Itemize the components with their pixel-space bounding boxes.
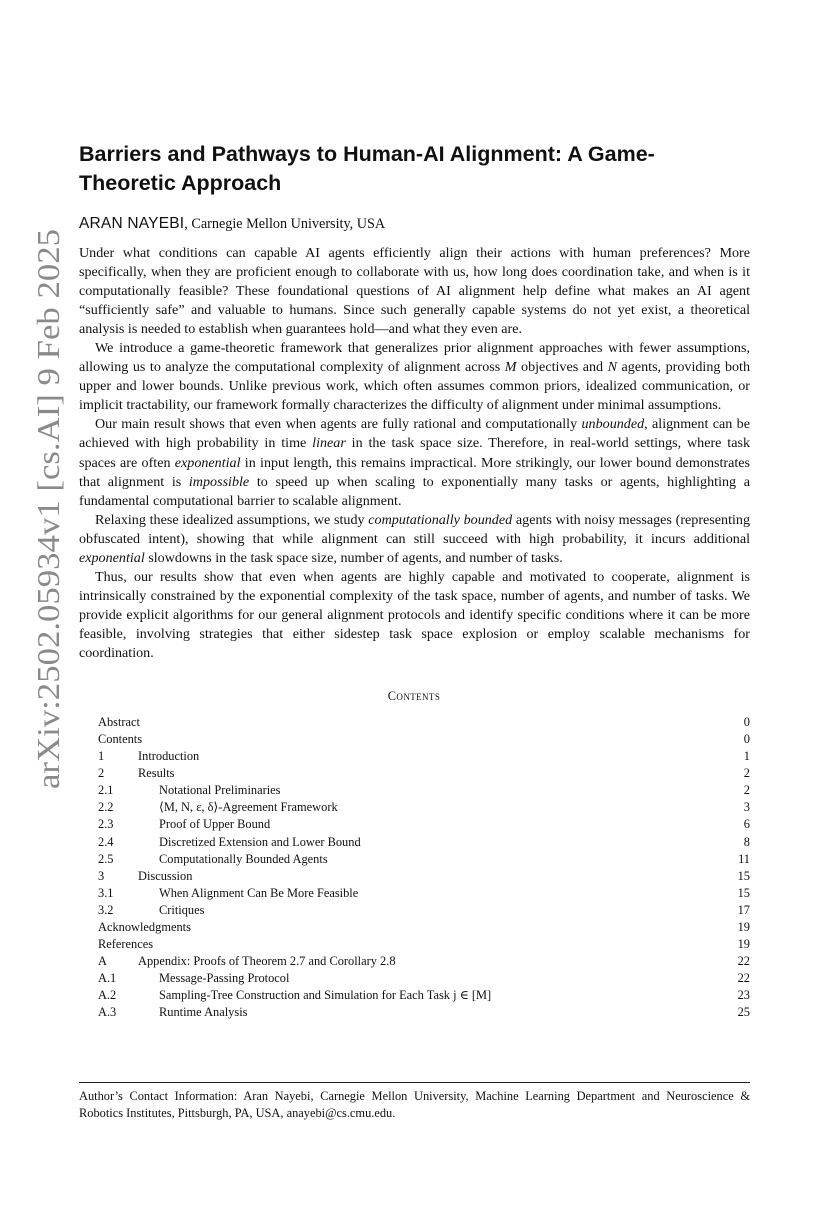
toc-entry-page: 11 — [738, 851, 750, 866]
abstract-text: Our main result shows that even when agents are fully rational and computationally — [95, 416, 582, 433]
toc-entry-page: 22 — [737, 971, 750, 986]
toc-entry-page: 19 — [737, 919, 750, 934]
toc-entry-page: 2 — [743, 766, 750, 781]
toc-entry[interactable] — [98, 731, 750, 748]
table-of-contents — [98, 714, 750, 1021]
toc-entry-title: Proof of Upper Bound — [159, 817, 271, 832]
abstract-emphasis: linear — [312, 435, 346, 452]
abstract-emphasis: M — [504, 359, 517, 376]
toc-heading: Contents — [387, 689, 441, 703]
toc-entry-title: Computationally Bounded Agents — [159, 851, 328, 866]
abstract-emphasis: unbounded — [581, 416, 645, 433]
abstract-text: objectives and — [516, 359, 608, 376]
toc-entry-title: Acknowledgments — [98, 919, 191, 934]
toc-entry[interactable] — [98, 885, 750, 902]
toc-entry-title: Critiques — [159, 902, 205, 917]
toc-entry-number: 2.3 — [98, 817, 114, 832]
abstract-emphasis: N — [607, 359, 618, 376]
toc-entry-number: 2.2 — [98, 800, 114, 815]
footnote-rule — [79, 1082, 750, 1083]
abstract-text: agents with noisy messages (representing obfuscated intent), showing that while alignment can still succeed with high probability, it incurs additional — [79, 511, 750, 547]
arxiv-identifier-stamp — [10, 228, 70, 790]
author-name: ARAN NAYEBI — [79, 215, 185, 232]
toc-entry-number: 2.5 — [98, 851, 114, 866]
abstract-text: to speed up when scaling to exponentially many tasks or agents, highlighting a fundamental computational barrier to scalable alignment. — [79, 473, 750, 509]
author-line — [79, 214, 759, 234]
toc-entry-page: 15 — [737, 885, 750, 900]
toc-entry[interactable] — [98, 1004, 750, 1021]
toc-entry[interactable] — [98, 834, 750, 851]
abstract-text: We introduce a game-theoretic framework that generalizes prior alignment approaches with fewer assumptions, allowing us to analyze the computational complexity of alignment across — [79, 340, 750, 376]
toc-entry-number: 3.1 — [98, 885, 114, 900]
toc-entry-number: 2 — [98, 766, 105, 781]
abstract-emphasis: exponential — [79, 549, 145, 566]
toc-entry-page: 3 — [743, 800, 750, 815]
abstract-paragraph — [79, 244, 750, 339]
toc-entry-page: 8 — [743, 834, 750, 849]
toc-entry[interactable] — [98, 748, 750, 765]
toc-entry-title: Abstract — [98, 715, 140, 729]
toc-entry[interactable] — [98, 851, 750, 868]
abstract-text: slowdowns in the task space size, number of agents, and number of tasks. — [144, 549, 563, 566]
author-contact-footnote: Author’s Contact Information: Aran Nayebi, Carnegie Mellon University, Machine Learning Department and Neuroscience & Robotics Institutes, Pittsburgh, PA, USA, anayebi@cs.cmu.edu. — [79, 1089, 750, 1121]
toc-entry-title: Sampling-Tree Construction and Simulation for Each Task j ∈ [M] — [159, 988, 492, 1003]
abstract-emphasis: exponential — [174, 454, 241, 471]
toc-entry-title: Message-Passing Protocol — [159, 971, 290, 986]
abstract — [79, 244, 750, 663]
paper-title: Barriers and Pathways to Human-AI Alignment: A Game-Theoretic Approach — [79, 142, 655, 195]
toc-entry-page: 2 — [743, 783, 750, 798]
toc-entry[interactable] — [98, 765, 750, 782]
toc-entry-title: Contents — [98, 732, 143, 747]
toc-entry-page: 17 — [737, 902, 750, 917]
toc-entry-title: ⟨M, N, ε, δ⟩-Agreement Framework — [159, 800, 338, 815]
toc-entry-title: References — [98, 937, 154, 952]
toc-entry-page: 23 — [737, 988, 750, 1003]
abstract-paragraph — [79, 511, 750, 568]
toc-entry-page: 0 — [743, 732, 750, 747]
toc-entry[interactable] — [98, 987, 750, 1004]
toc-entry-title: Appendix: Proofs of Theorem 2.7 and Corollary 2.8 — [138, 954, 396, 969]
toc-entry-number: 3.2 — [98, 902, 114, 917]
toc-entry-title: Introduction — [138, 749, 200, 764]
toc-entry[interactable] — [98, 970, 750, 987]
toc-entry[interactable] — [98, 868, 750, 885]
toc-entry-page: 1 — [743, 749, 750, 764]
toc-entry-number: A.3 — [98, 1005, 117, 1020]
toc-entry-page: 0 — [743, 715, 750, 729]
toc-entry[interactable] — [98, 919, 750, 936]
toc-entry-title: Discretized Extension and Lower Bound — [159, 834, 361, 849]
toc-entry-page: 15 — [737, 868, 750, 883]
toc-entry-title: Results — [138, 766, 175, 781]
toc-entry-page: 19 — [737, 937, 750, 952]
abstract-text: Relaxing these idealized assumptions, we study — [95, 511, 369, 528]
toc-entry[interactable] — [98, 816, 750, 833]
abstract-emphasis: computationally bounded — [368, 511, 513, 528]
toc-entry-number: 2.4 — [98, 834, 114, 849]
toc-entry[interactable] — [98, 714, 750, 731]
toc-entry[interactable] — [98, 936, 750, 953]
toc-entry-number: 3 — [98, 868, 105, 883]
toc-entry-title: Discussion — [138, 868, 193, 883]
abstract-text: Under what conditions can capable AI agents efficiently align their actions with human preferences? More specifically, when they are proficient enough to collaborate with us, how long does coordination take, and when is it computationally feasible? These foundational questions of AI alignment help define what makes an AI agent “sufficiently safe” and valuable to humans. Since such generally capable systems do not yet exist, a theoretical analysis is needed to establish when guarantees hold—and what they even are. — [79, 245, 750, 338]
toc-entry-title: Runtime Analysis — [159, 1005, 248, 1020]
abstract-text: in input length, this remains impractical. More strikingly, our lower bound demonstrates that alignment is — [79, 454, 750, 490]
abstract-text: in the task space size. Therefore, in real-world settings, where task spaces are often — [79, 435, 750, 471]
toc-entry-page: 22 — [737, 954, 750, 969]
toc-entry[interactable] — [98, 782, 750, 799]
toc-entry[interactable] — [98, 799, 750, 816]
abstract-text: agents, providing both upper and lower bounds. Unlike previous work, which often assumes common priors, idealized communication, or implicit tractability, our framework formally characterizes the difficulty of alignment under minimal assumptions. — [79, 359, 751, 414]
toc-entry-page: 25 — [737, 1005, 750, 1020]
toc-entry-number: A.1 — [98, 971, 117, 986]
toc-entry-number: 2.1 — [98, 783, 114, 798]
toc-entry-number: A.2 — [98, 988, 117, 1003]
toc-entry-title: When Alignment Can Be More Feasible — [159, 885, 359, 900]
author-affiliation: , Carnegie Mellon University, USA — [184, 216, 386, 232]
abstract-text: Thus, our results show that even when agents are highly capable and motivated to cooperate, alignment is intrinsically constrained by the exponential complexity of the task space, number of agents, and number of tasks. We provide explicit algorithms for our general alignment protocols and identify specific conditions where it can be more feasible, involving strategies that either sidestep task space explosion or employ scalable mechanisms for coordination. — [79, 568, 750, 661]
abstract-paragraph — [79, 339, 750, 415]
toc-entry-number: A — [98, 954, 107, 969]
toc-entry[interactable] — [98, 902, 750, 919]
toc-entry[interactable] — [98, 953, 750, 970]
toc-entry-title: Notational Preliminaries — [159, 783, 281, 798]
arxiv-stamp-text: arXiv:2502.05934v1 [cs.AI] 9 Feb 2025 — [31, 281, 66, 789]
abstract-emphasis: impossible — [188, 473, 250, 490]
arxiv-stamp-graphic — [10, 228, 70, 790]
abstract-paragraph — [79, 568, 750, 663]
abstract-paragraph — [79, 415, 750, 510]
toc-entry-page: 6 — [743, 817, 750, 832]
toc-entry-number: 1 — [98, 749, 105, 764]
abstract-text: , alignment can be achieved with high probability in time — [79, 416, 750, 452]
